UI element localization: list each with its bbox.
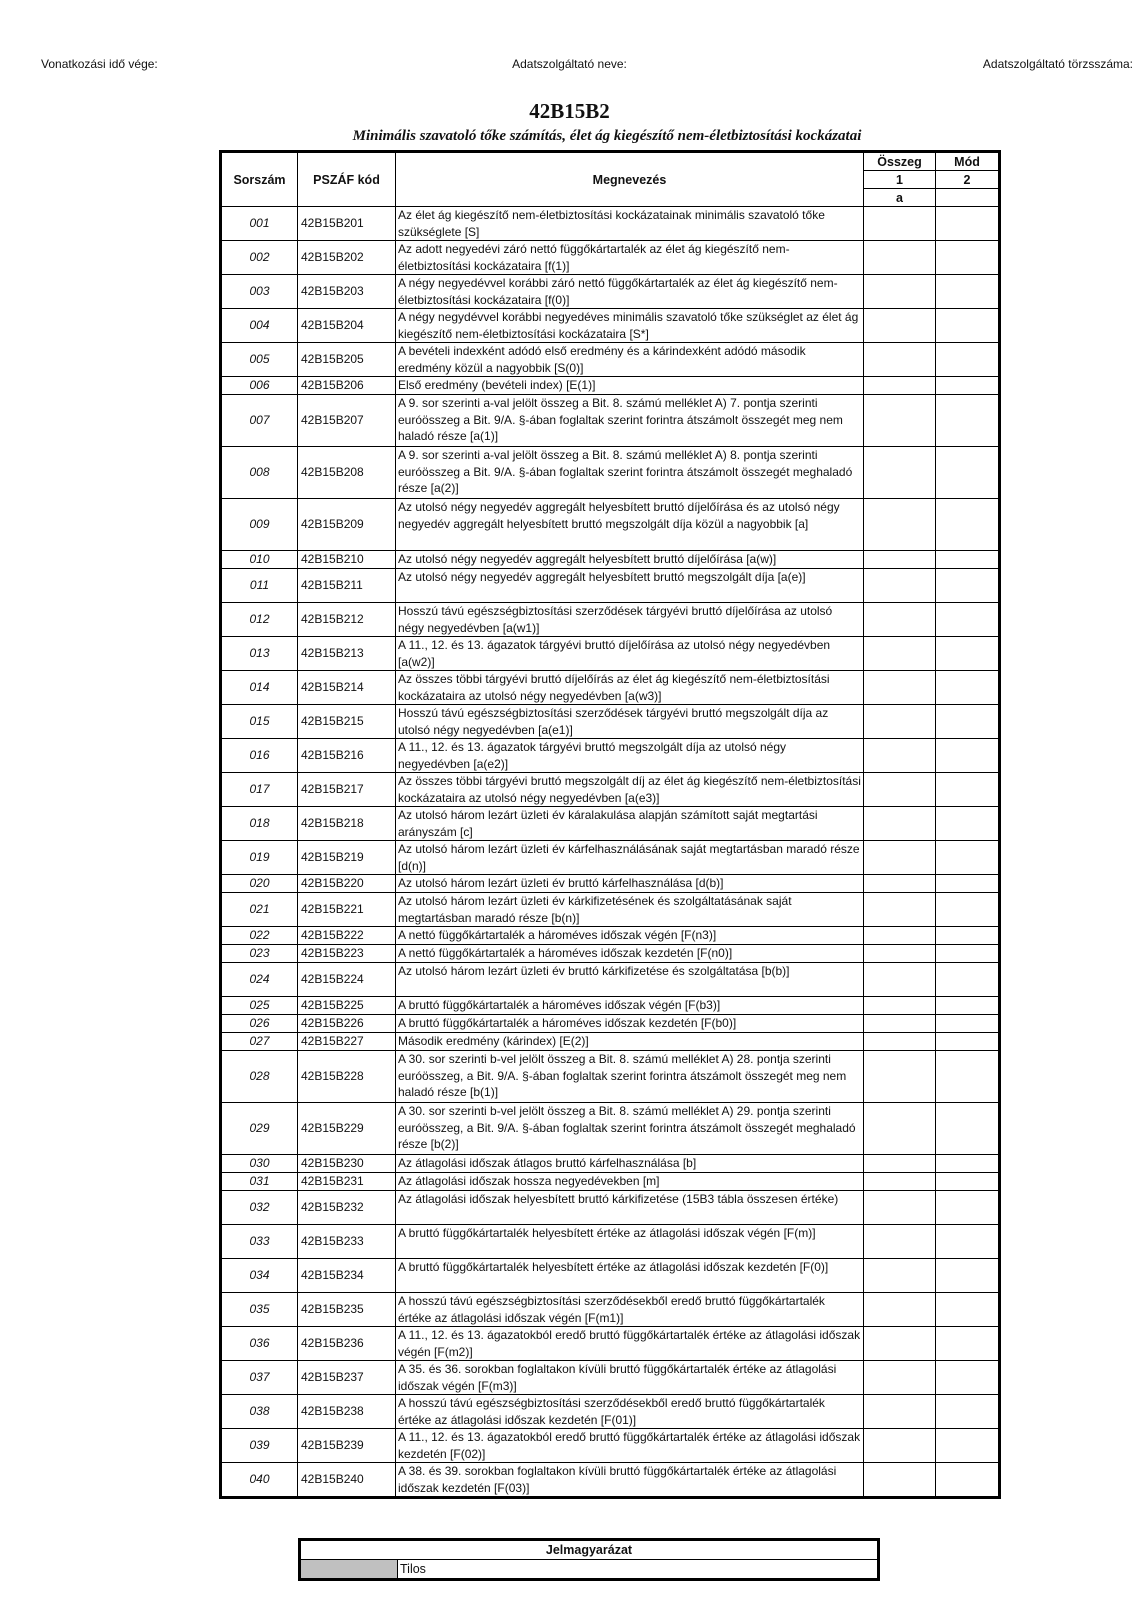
row-description: A bruttó függőkártartalék a hároméves időszak végén [F(b3)] [396,997,864,1015]
row-osszeg-input[interactable] [864,309,936,343]
row-pszaf-code: 42B15B211 [298,569,396,603]
row-number: 029 [221,1103,298,1155]
table-row [221,603,1000,637]
row-description: A 11., 12. és 13. ágazatokból eredő bruttó függőkártartalék értéke az átlagolási időszak végén [F(m2)] [396,1327,864,1361]
table-row [221,241,1000,275]
row-pszaf-code: 42B15B219 [298,841,396,875]
row-osszeg-input[interactable] [864,447,936,499]
table-row [221,1327,1000,1361]
table-body [221,207,1000,1498]
row-number: 031 [221,1173,298,1191]
row-pszaf-code: 42B15B224 [298,963,396,997]
row-osszeg-input[interactable] [864,1033,936,1051]
row-mod-input[interactable] [936,893,1000,927]
table-row [221,1225,1000,1259]
row-osszeg-input[interactable] [864,1395,936,1429]
row-mod-input[interactable] [936,1173,1000,1191]
row-number: 015 [221,705,298,739]
table-row [221,395,1000,447]
row-number: 007 [221,395,298,447]
row-description: Az utolsó három lezárt üzleti év kárfelhasználásának saját megtartásban maradó része [d(n)] [396,841,864,875]
form-title: Minimális szavatoló tőke számítás, élet ág kiegészítő nem-életbiztosítási kockázatai [352,128,862,144]
row-osszeg-input[interactable] [864,603,936,637]
row-pszaf-code: 42B15B204 [298,309,396,343]
row-osszeg-input[interactable] [864,1051,936,1103]
row-mod-input[interactable] [936,807,1000,841]
row-mod-input[interactable] [936,1463,1000,1498]
legend-swatch [300,1560,398,1580]
row-description: Az utolsó három lezárt üzleti év bruttó kárfelhasználása [d(b)] [396,875,864,893]
row-pszaf-code: 42B15B231 [298,1173,396,1191]
row-description: A 35. és 36. sorokban foglaltakon kívüli bruttó függőkártartalék értéke az átlagolási időszak végén [F(m3)] [396,1361,864,1395]
row-pszaf-code: 42B15B225 [298,997,396,1015]
row-osszeg-input[interactable] [864,499,936,551]
row-description: Az adott negyedévi záró nettó függőkártartalék az élet ág kiegészítő nem-életbiztosítási kockázataira [f(1)] [396,241,864,275]
row-pszaf-code: 42B15B210 [298,551,396,569]
table-row [221,377,1000,395]
row-number: 038 [221,1395,298,1429]
table-row [221,551,1000,569]
row-osszeg-input[interactable] [864,705,936,739]
row-number: 037 [221,1361,298,1395]
row-osszeg-input[interactable] [864,997,936,1015]
row-description: A bruttó függőkártartalék helyesbített értéke az átlagolási időszak végén [F(m)] [396,1225,864,1259]
row-mod-input[interactable] [936,997,1000,1015]
row-number: 020 [221,875,298,893]
row-description: Az utolsó három lezárt üzleti év kárkifizetésének és szolgáltatásának saját megtartásban maradó része [b(n)] [396,893,864,927]
table-row [221,1015,1000,1033]
row-mod-input[interactable] [936,1361,1000,1395]
row-osszeg-input[interactable] [864,395,936,447]
row-mod-input[interactable] [936,773,1000,807]
row-description: Az élet ág kiegészítő nem-életbiztosítási kockázatainak minimális szavatoló tőke szükséglete [S] [396,207,864,241]
row-mod-input[interactable] [936,343,1000,377]
row-description: Az utolsó négy negyedév aggregált helyesbített bruttó díjelőírása [a(w)] [396,551,864,569]
row-description: Első eredmény (bevételi index) [E(1)] [396,377,864,395]
table-row [221,1033,1000,1051]
table-row [221,927,1000,945]
row-number: 006 [221,377,298,395]
table-row [221,1361,1000,1395]
row-pszaf-code: 42B15B201 [298,207,396,241]
row-pszaf-code: 42B15B229 [298,1103,396,1155]
row-osszeg-input[interactable] [864,1293,936,1327]
row-number: 016 [221,739,298,773]
row-osszeg-input[interactable] [864,343,936,377]
row-description: Az átlagolási időszak hossza negyedévekben [m] [396,1173,864,1191]
row-osszeg-input[interactable] [864,637,936,671]
row-osszeg-input[interactable] [864,893,936,927]
row-description: A bevételi indexként adódó első eredmény és a kárindexként adódó második eredmény közül a nagyobbik [S(0)] [396,343,864,377]
table-row [221,499,1000,551]
row-pszaf-code: 42B15B223 [298,945,396,963]
row-description: Az összes többi tárgyévi bruttó díjelőírás az élet ág kiegészítő nem-életbiztosítási kockázataira az utolsó négy negyedévben [a(w3)] [396,671,864,705]
row-mod-input[interactable] [936,1225,1000,1259]
row-pszaf-code: 42B15B206 [298,377,396,395]
table-row [221,275,1000,309]
row-mod-input[interactable] [936,739,1000,773]
row-number: 019 [221,841,298,875]
reference-period-label: Vonatkozási idő vége: [41,57,158,71]
row-number: 024 [221,963,298,997]
legend [298,1538,880,1581]
row-osszeg-input[interactable] [864,569,936,603]
row-mod-input[interactable] [936,551,1000,569]
row-pszaf-code: 42B15B240 [298,1463,396,1498]
table-row [221,569,1000,603]
row-osszeg-input[interactable] [864,1429,936,1463]
row-description: Az utolsó három lezárt üzleti év bruttó kárkifizetése és szolgáltatása [b(b)] [396,963,864,997]
row-description: Az összes többi tárgyévi bruttó megszolgált díj az élet ág kiegészítő nem-életbiztosítási kockázataira az utolsó négy negyedévben [a(e3)] [396,773,864,807]
row-mod-input[interactable] [936,1051,1000,1103]
row-number: 005 [221,343,298,377]
row-pszaf-code: 42B15B212 [298,603,396,637]
row-pszaf-code: 42B15B235 [298,1293,396,1327]
row-number: 039 [221,1429,298,1463]
row-mod-input[interactable] [936,1327,1000,1361]
row-mod-input[interactable] [936,1103,1000,1155]
data-table [219,150,1001,1499]
row-mod-input[interactable] [936,1191,1000,1225]
row-number: 021 [221,893,298,927]
row-description: Az utolsó négy negyedév aggregált helyesbített bruttó megszolgált díja [a(e)] [396,569,864,603]
table-row [221,309,1000,343]
row-pszaf-code: 42B15B234 [298,1259,396,1293]
row-pszaf-code: 42B15B218 [298,807,396,841]
table-row [221,1429,1000,1463]
row-osszeg-input[interactable] [864,1361,936,1395]
row-number: 002 [221,241,298,275]
row-osszeg-input[interactable] [864,241,936,275]
row-number: 028 [221,1051,298,1103]
row-pszaf-code: 42B15B226 [298,1015,396,1033]
row-mod-input[interactable] [936,499,1000,551]
row-pszaf-code: 42B15B208 [298,447,396,499]
row-description: A négy negyedévvel korábbi záró nettó függőkártartalék az élet ág kiegészítő nem-életbiztosítási kockázataira [f(0)] [396,275,864,309]
row-number: 036 [221,1327,298,1361]
table-row [221,1293,1000,1327]
col-number-mod: 2 [936,171,1000,189]
row-description: A nettó függőkártartalék a hároméves időszak kezdetén [F(n0)] [396,945,864,963]
row-mod-input[interactable] [936,1155,1000,1173]
row-description: Az utolsó négy negyedév aggregált helyesbített bruttó díjelőírása és az utolsó négy negyedév aggregált helyesbített bruttó megszolgált díja közül a nagyobbik [a] [396,499,864,551]
row-pszaf-code: 42B15B209 [298,499,396,551]
row-osszeg-input[interactable] [864,1463,936,1498]
row-mod-input[interactable] [936,309,1000,343]
col-number-osszeg: 1 [864,171,936,189]
table-row [221,773,1000,807]
row-mod-input[interactable] [936,1015,1000,1033]
row-osszeg-input[interactable] [864,1173,936,1191]
row-number: 008 [221,447,298,499]
row-description: Az átlagolási időszak helyesbített bruttó kárkifizetése (15B3 tábla összesen értéke) [396,1191,864,1225]
row-number: 017 [221,773,298,807]
row-pszaf-code: 42B15B207 [298,395,396,447]
row-number: 032 [221,1191,298,1225]
table-row [221,875,1000,893]
row-pszaf-code: 42B15B203 [298,275,396,309]
row-description: A 9. sor szerinti a-val jelölt összeg a Bit. 8. számú melléklet A) 8. pontja szerinti euróösszeg a Bit. 9/A. §-ában foglaltak szerint forintra átszámolt összegét meghaladó része [a(2)] [396,447,864,499]
row-description: A bruttó függőkártartalék a hároméves időszak kezdetén [F(b0)] [396,1015,864,1033]
row-description: A bruttó függőkártartalék helyesbített értéke az átlagolási időszak kezdetén [F(0)] [396,1259,864,1293]
table-row [221,447,1000,499]
row-osszeg-input[interactable] [864,927,936,945]
row-mod-input[interactable] [936,637,1000,671]
row-description: A 11., 12. és 13. ágazatok tárgyévi bruttó díjelőírása az utolsó négy negyedévben [a(w2)] [396,637,864,671]
row-number: 034 [221,1259,298,1293]
row-mod-input[interactable] [936,603,1000,637]
row-pszaf-code: 42B15B228 [298,1051,396,1103]
row-description: A 11., 12. és 13. ágazatokból eredő bruttó függőkártartalék értéke az átlagolási időszak kezdetén [F(02)] [396,1429,864,1463]
row-number: 009 [221,499,298,551]
row-pszaf-code: 42B15B213 [298,637,396,671]
table-row [221,343,1000,377]
table-row [221,671,1000,705]
table-row [221,207,1000,241]
row-pszaf-code: 42B15B233 [298,1225,396,1259]
table-row [221,997,1000,1015]
row-description: A nettó függőkártartalék a hároméves időszak végén [F(n3)] [396,927,864,945]
row-pszaf-code: 42B15B202 [298,241,396,275]
legend-item-label: Tilos [398,1560,879,1580]
row-number: 001 [221,207,298,241]
row-mod-input[interactable] [936,945,1000,963]
row-pszaf-code: 42B15B239 [298,1429,396,1463]
provider-name-label: Adatszolgáltató neve: [512,57,627,71]
row-description: A hosszú távú egészségbiztosítási szerződésekből eredő bruttó függőkártartalék értéke az átlagolási időszak végén [F(m1)] [396,1293,864,1327]
table-row [221,807,1000,841]
table-row [221,1173,1000,1191]
row-osszeg-input[interactable] [864,739,936,773]
provider-id-label: Adatszolgáltató törzsszáma: [982,57,1133,71]
row-number: 030 [221,1155,298,1173]
row-pszaf-code: 42B15B221 [298,893,396,927]
table-row [221,1155,1000,1173]
form-code: 42B15B2 [529,99,610,123]
row-number: 003 [221,275,298,309]
row-osszeg-input[interactable] [864,1191,936,1225]
table-row [221,1051,1000,1103]
row-description: A hosszú távú egészségbiztosítási szerződésekből eredő bruttó függőkártartalék értéke az átlagolási időszak kezdetén [F(01)] [396,1395,864,1429]
row-description: Az utolsó három lezárt üzleti év káralakulása alapján számított saját megtartási arányszám [c] [396,807,864,841]
row-mod-input[interactable] [936,927,1000,945]
row-osszeg-input[interactable] [864,275,936,309]
row-pszaf-code: 42B15B230 [298,1155,396,1173]
row-pszaf-code: 42B15B216 [298,739,396,773]
row-mod-input[interactable] [936,569,1000,603]
legend-title: Jelmagyarázat [300,1540,879,1560]
row-pszaf-code: 42B15B222 [298,927,396,945]
col-sub-osszeg: a [864,189,936,207]
row-number: 010 [221,551,298,569]
col-header-osszeg: Összeg [864,152,936,171]
row-pszaf-code: 42B15B227 [298,1033,396,1051]
table-row [221,945,1000,963]
row-pszaf-code: 42B15B238 [298,1395,396,1429]
row-osszeg-input[interactable] [864,1103,936,1155]
table-row [221,1191,1000,1225]
row-osszeg-input[interactable] [864,963,936,997]
row-number: 035 [221,1293,298,1327]
row-number: 026 [221,1015,298,1033]
row-description: A 11., 12. és 13. ágazatok tárgyévi bruttó megszolgált díja az utolsó négy negyedévben [a(e2)] [396,739,864,773]
row-osszeg-input[interactable] [864,807,936,841]
row-mod-input[interactable] [936,1395,1000,1429]
row-number: 018 [221,807,298,841]
table-row [221,893,1000,927]
col-sub-mod [936,189,1000,207]
row-mod-input[interactable] [936,875,1000,893]
row-description: A 9. sor szerinti a-val jelölt összeg a Bit. 8. számú melléklet A) 7. pontja szerinti euróösszeg a Bit. 9/A. §-ában foglaltak szerint forintra átszámolt összegét meg nem haladó része [a(1)] [396,395,864,447]
row-osszeg-input[interactable] [864,773,936,807]
row-osszeg-input[interactable] [864,1015,936,1033]
row-number: 011 [221,569,298,603]
row-osszeg-input[interactable] [864,945,936,963]
row-osszeg-input[interactable] [864,377,936,395]
col-header-mod: Mód [936,152,1000,171]
row-mod-input[interactable] [936,377,1000,395]
row-description: A 30. sor szerinti b-vel jelölt összeg a Bit. 8. számú melléklet A) 28. pontja szerinti euróösszeg, a Bit. 9/A. §-ában foglaltak szerint forintra átszámolt összegét meg nem haladó része [b(1)] [396,1051,864,1103]
table-row [221,963,1000,997]
row-mod-input[interactable] [936,207,1000,241]
table-row [221,1395,1000,1429]
row-description: Hosszú távú egészségbiztosítási szerződések tárgyévi bruttó megszolgált díja az utolsó négy negyedévben [a(e1)] [396,705,864,739]
row-osszeg-input[interactable] [864,875,936,893]
row-mod-input[interactable] [936,275,1000,309]
row-pszaf-code: 42B15B232 [298,1191,396,1225]
row-mod-input[interactable] [936,1429,1000,1463]
row-mod-input[interactable] [936,241,1000,275]
row-number: 040 [221,1463,298,1498]
row-pszaf-code: 42B15B220 [298,875,396,893]
row-osszeg-input[interactable] [864,1327,936,1361]
row-osszeg-input[interactable] [864,207,936,241]
row-description: Hosszú távú egészségbiztosítási szerződések tárgyévi bruttó díjelőírása az utolsó négy negyedévben [a(w1)] [396,603,864,637]
col-header-pszaf: PSZÁF kód [298,152,396,207]
table-row [221,1463,1000,1498]
row-mod-input[interactable] [936,841,1000,875]
row-number: 027 [221,1033,298,1051]
row-number: 012 [221,603,298,637]
row-description: Második eredmény (kárindex) [E(2)] [396,1033,864,1051]
row-mod-input[interactable] [936,963,1000,997]
row-pszaf-code: 42B15B237 [298,1361,396,1395]
row-number: 033 [221,1225,298,1259]
row-osszeg-input[interactable] [864,551,936,569]
row-description: A 30. sor szerinti b-vel jelölt összeg a Bit. 8. számú melléklet A) 29. pontja szerinti euróösszeg, a Bit. 9/A. §-ában foglaltak szerint forintra átszámolt összegét meghaladó része [b(2)] [396,1103,864,1155]
row-osszeg-input[interactable] [864,671,936,705]
row-description: A négy negydévvel korábbi negyedéves minimális szavatoló tőke szükséglet az élet ág kiegészítő nem-életbiztosítási kockázataira [S*] [396,309,864,343]
row-mod-input[interactable] [936,1259,1000,1293]
row-pszaf-code: 42B15B215 [298,705,396,739]
row-number: 004 [221,309,298,343]
row-osszeg-input[interactable] [864,1225,936,1259]
row-number: 022 [221,927,298,945]
row-pszaf-code: 42B15B217 [298,773,396,807]
row-osszeg-input[interactable] [864,1259,936,1293]
row-osszeg-input[interactable] [864,841,936,875]
col-header-sorszam: Sorszám [221,152,298,207]
table-row [221,637,1000,671]
row-description: Az átlagolási időszak átlagos bruttó kárfelhasználása [b] [396,1155,864,1173]
table-row [221,705,1000,739]
row-pszaf-code: 42B15B236 [298,1327,396,1361]
row-pszaf-code: 42B15B214 [298,671,396,705]
row-mod-input[interactable] [936,1293,1000,1327]
table-row [221,841,1000,875]
row-pszaf-code: 42B15B205 [298,343,396,377]
row-number: 023 [221,945,298,963]
row-number: 025 [221,997,298,1015]
table-row [221,739,1000,773]
row-number: 014 [221,671,298,705]
row-mod-input[interactable] [936,1033,1000,1051]
row-mod-input[interactable] [936,447,1000,499]
col-header-megnevezes: Megnevezés [396,152,864,207]
row-mod-input[interactable] [936,705,1000,739]
row-number: 013 [221,637,298,671]
row-mod-input[interactable] [936,671,1000,705]
table-row [221,1103,1000,1155]
table-row [221,1259,1000,1293]
row-mod-input[interactable] [936,395,1000,447]
row-description: A 38. és 39. sorokban foglaltakon kívüli bruttó függőkártartalék értéke az átlagolási időszak kezdetén [F(03)] [396,1463,864,1498]
row-osszeg-input[interactable] [864,1155,936,1173]
